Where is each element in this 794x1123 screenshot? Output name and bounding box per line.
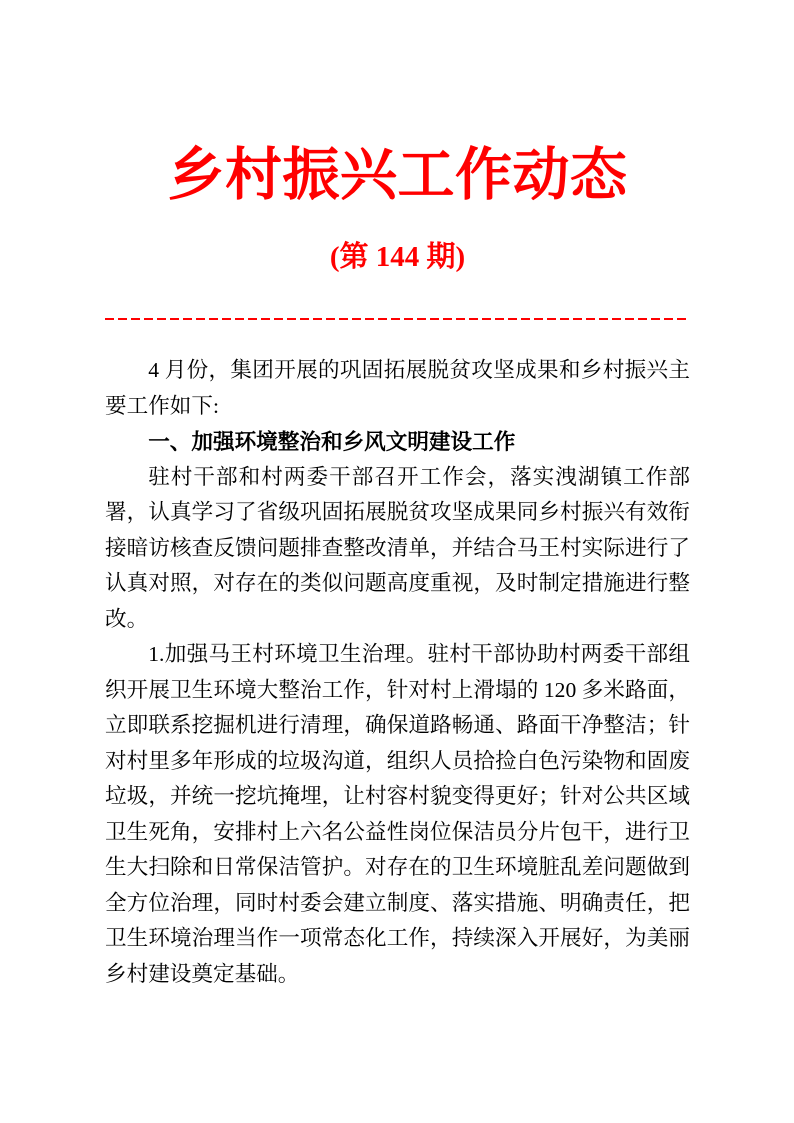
section-heading: 一、加强环境整治和乡风文明建设工作	[148, 429, 516, 454]
document-body	[105, 353, 690, 992]
document-title: 乡村振兴工作动态	[167, 144, 628, 207]
dashed-divider	[105, 318, 690, 320]
body-paragraph-1: 驻村干部和村两委干部召开工作会，落实洩湖镇工作部署，认真学习了省级巩固拓展脱贫攻坚成果同乡村振兴有效衔接暗访核查反馈问题排查整改清单，并结合马王村实际进行了认真对照，对存在的类似问题高度重视，及时制定措施进行整改。	[105, 464, 690, 631]
body-paragraph-2: 1.加强马王村环境卫生治理。驻村干部协助村两委干部组织开展卫生环境大整治工作，针对村上滑塌的 120 多米路面，立即联系挖掘机进行清理，确保道路畅通、路面干净整洁；针对村里多年形成的垃圾沟道，组织人员拾捡白色污染物和固废垃圾，并统一挖坑掩埋，让村容村貌变得更好；针对公共区域卫生死角，安排村上六名公益性岗位保洁员分片包干，进行卫生大扫除和日常保洁管护。对存在的卫生环境脏乱差问题做到全方位治理，同时村委会建立制度、落实措施、明确责任，把卫生环境治理当作一项常态化工作，持续深入开展好，为美丽乡村建设奠定基础。	[105, 642, 690, 986]
issue-number: (第 144 期)	[329, 241, 466, 273]
intro-paragraph: 4 月份，集团开展的巩固拓展脱贫攻坚成果和乡村振兴主要工作如下:	[105, 358, 690, 418]
